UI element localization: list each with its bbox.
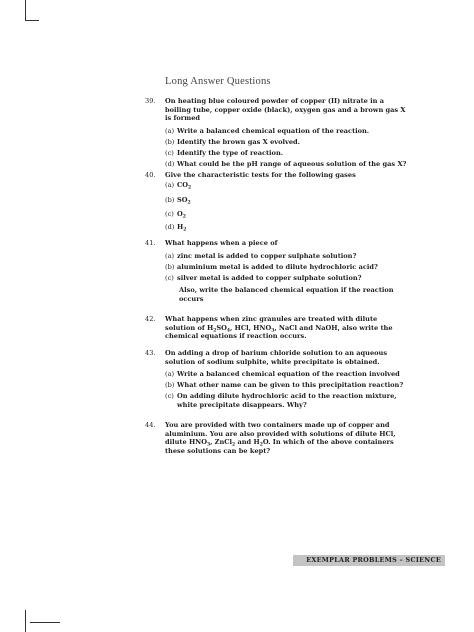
sub-question: (b) Identify the brown gas X evolved. [165,137,300,146]
question-number: 42. [145,315,156,323]
question-number: 39. [145,97,156,105]
sub-question: (b) aluminium metal is added to dilute hydrochloric acid? [165,262,378,271]
question-number: 41. [145,239,156,247]
question-stem: On heating blue coloured powder of copper (II) nitrate in a boiling tube, copper oxide (black), oxygen gas and a brown gas X is formed [165,97,406,123]
footer-banner [293,555,445,566]
question-note: Also, write the balanced chemical equation if the reaction occurs [179,286,394,303]
question-stem: What happens when zinc granules are treated with dilute solution of $H_2SO_4$, HCl, $HNO_3$, NaCl and NaOH, also write the chemical equations if reaction occurs. [165,315,393,341]
sub-question: (d) What could be the pH range of aqueous solution of the gas X? [165,160,407,169]
crop-mark-bottom-horizontal [30,622,60,623]
question-number: 43. [145,349,156,357]
crop-mark-top-vertical [25,0,26,20]
question-41 [145,239,407,304]
question-42 [145,315,407,341]
question-44 [145,421,407,455]
sub-question: (a) Write a balanced chemical equation of the reaction. [165,126,370,135]
question-39 [145,97,407,169]
crop-mark-bottom-vertical [25,610,26,632]
sub-question: (c) silver metal is added to copper sulphate solution? [165,273,362,282]
question-number: 44. [145,421,156,429]
question-stem: You are provided with two containers made up of copper and aluminium. You are also provided with solutions of dilute HCl, dilute $HNO_3$, ZnCl$_2$ and $H_2O$. In which of the above containers these solutions can be kept? [165,421,396,455]
question-number: 40. [145,171,156,179]
gas-item: (d) $H_2$ [165,223,187,233]
crop-mark-top-horizontal [25,20,39,21]
gas-item: (b) $SO_2$ [165,196,191,206]
question-stem: On adding a drop of barium chloride solution to an aqueous solution of sodium sulphite, white precipitate is obtained. [165,349,388,366]
question-40 [145,171,407,232]
question-43 [145,349,407,410]
section-title: Long Answer Questions [165,76,271,87]
sub-question: (a) Write a balanced chemical equation of the reaction involved [165,370,400,379]
sub-question: (a) zinc metal is added to copper sulphate solution? [165,251,357,260]
gas-item: (c) $O_2$ [165,209,186,220]
footer-text: EXEMPLAR PROBLEMS – SCIENCE [306,556,441,564]
sub-question: (b) What other name can be given to this precipitation reaction? [165,381,404,390]
question-stem: Give the characteristic tests for the following gases [165,171,356,179]
sub-question: (c) Identify the type of reaction. [165,148,284,157]
sub-question: (c) On adding dilute hydrochloric acid to the reaction mixture, white precipitate disappears. Why? [165,392,397,409]
question-stem: What happens when a piece of [165,239,278,247]
gas-item: (a) $CO_2$ [165,180,192,191]
